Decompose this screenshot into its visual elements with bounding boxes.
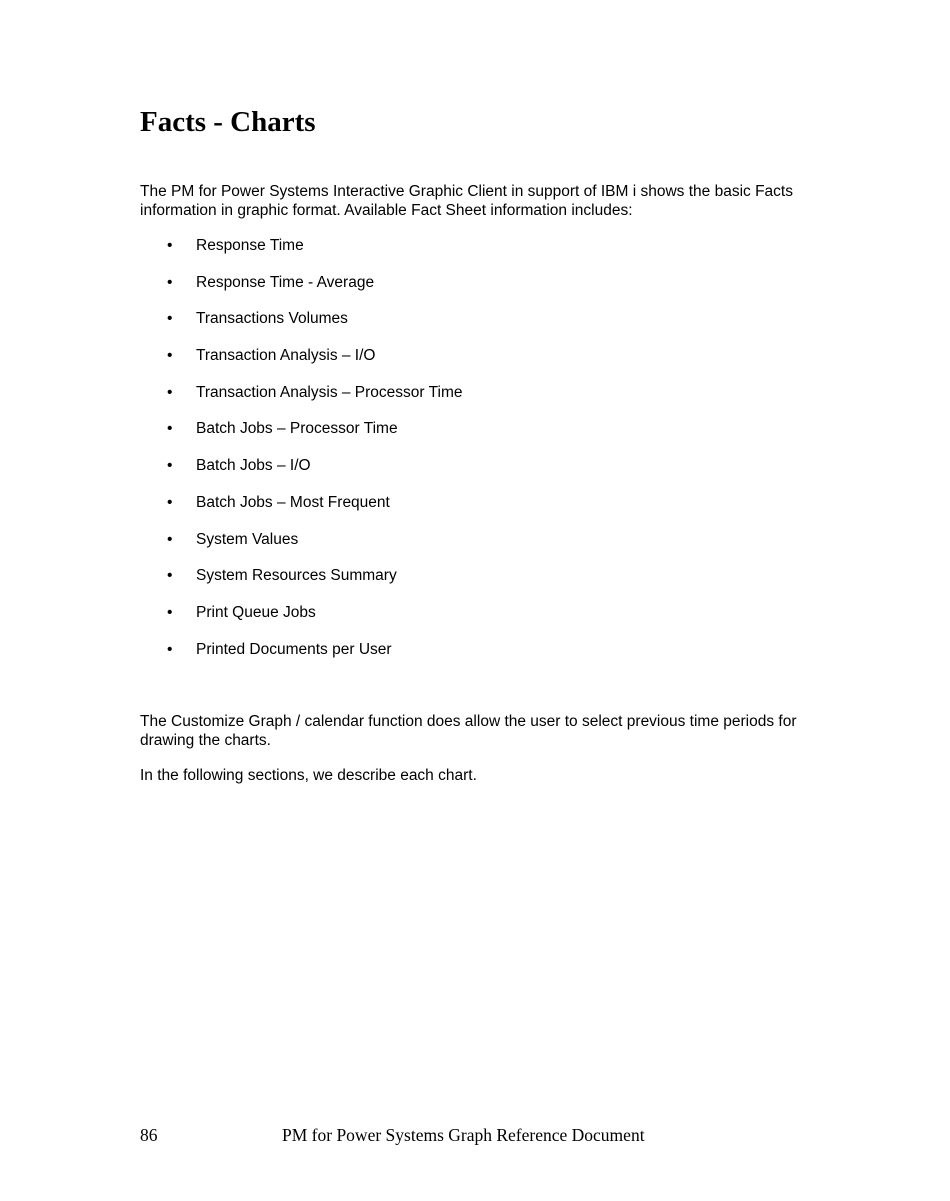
page-number: 86	[140, 1125, 158, 1145]
bullet-icon: •	[167, 310, 173, 328]
list-item	[140, 346, 462, 383]
list-item-text: System Values	[196, 530, 299, 548]
list-item-text: Response Time - Average	[196, 273, 375, 291]
list-item	[140, 530, 462, 567]
list-item	[140, 236, 462, 273]
list-item	[140, 309, 462, 346]
list-item	[140, 383, 462, 420]
list-item-text: Batch Jobs – Processor Time	[196, 420, 398, 438]
bullet-icon: •	[167, 493, 173, 511]
bullet-icon: •	[167, 530, 173, 548]
following-paragraph: In the following sections, we describe each chart.	[140, 767, 477, 784]
bullet-icon: •	[167, 567, 173, 585]
bullet-icon: •	[167, 383, 173, 401]
list-item-text: Batch Jobs – I/O	[196, 457, 311, 475]
intro-paragraph: The PM for Power Systems Interactive Graphic Client in support of IBM i shows the basic Facts information in graphic format. Available Fact Sheet information includes:	[140, 183, 793, 219]
list-item-text: Printed Documents per User	[196, 640, 392, 658]
list-item-text: Response Time	[196, 237, 304, 254]
bullet-icon: •	[167, 273, 173, 291]
bullet-icon: •	[167, 457, 173, 475]
list-item	[140, 640, 462, 677]
list-item-text: Transaction Analysis – I/O	[196, 347, 376, 365]
list-item-text: Print Queue Jobs	[196, 603, 316, 621]
list-item	[140, 419, 462, 456]
list-item	[140, 273, 462, 310]
list-item-text: Transaction Analysis – Processor Time	[196, 383, 463, 401]
section-heading: Facts - Charts	[140, 106, 316, 138]
list-item	[140, 456, 462, 493]
footer-title: PM for Power Systems Graph Reference Document	[282, 1125, 645, 1145]
bullet-icon: •	[167, 347, 173, 365]
list-item	[140, 603, 462, 640]
list-item	[140, 493, 462, 530]
bullet-icon: •	[167, 640, 173, 658]
list-item	[140, 566, 462, 603]
list-item-text: System Resources Summary	[196, 567, 397, 585]
list-item-text: Transactions Volumes	[196, 310, 348, 328]
customize-paragraph: The Customize Graph / calendar function does allow the user to select previous time periods for drawing the charts.	[140, 713, 797, 749]
facts-list	[140, 236, 462, 676]
list-item-text: Batch Jobs – Most Frequent	[196, 493, 390, 511]
bullet-icon: •	[167, 237, 173, 254]
bullet-icon: •	[167, 420, 173, 438]
bullet-icon: •	[167, 603, 173, 621]
